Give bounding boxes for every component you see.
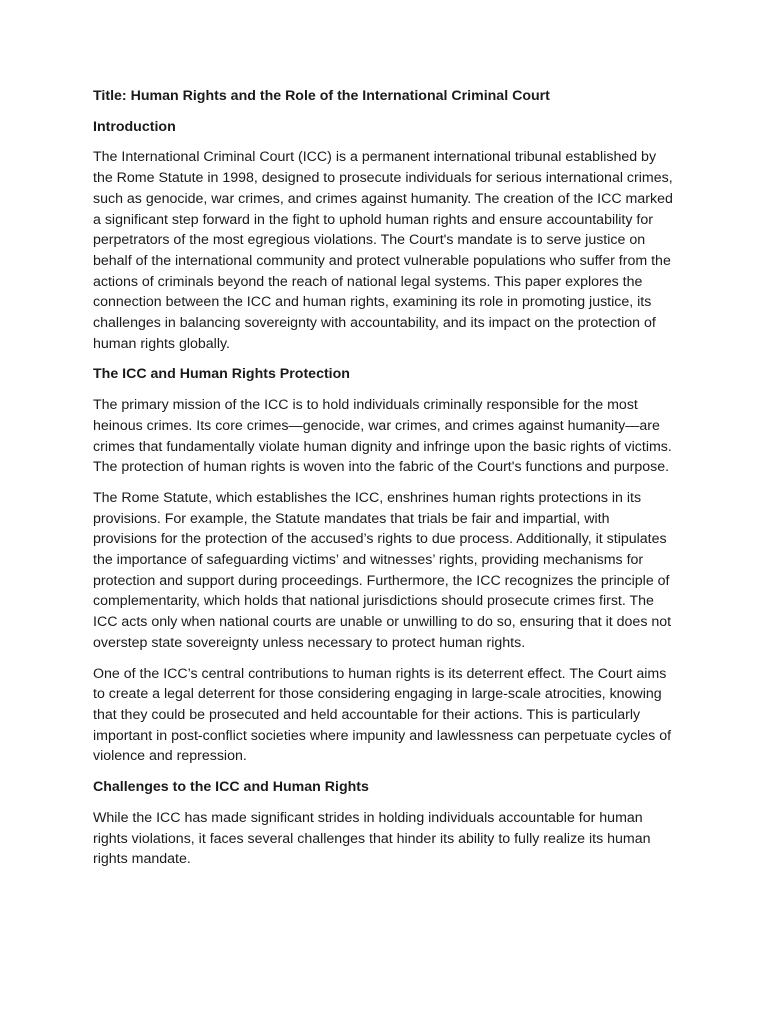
paragraph: The primary mission of the ICC is to hold individuals criminally responsible for the most heinous crimes. Its core crimes—genocide, war crimes, and crimes against humanity—are crimes that fundamentally violate human dignity and infringe upon the basic rights of victims. The protection of human rights is woven into the fabric of the Court's functions and purpose. (93, 397, 672, 476)
paragraph: One of the ICC’s central contributions to human rights is its deterrent effect. The Court aims to create a legal deterrent for those considering engaging in large-scale atrocities, knowing that they could be prosecuted and held accountable for their actions. This is particularly important in post-conflict societies where impunity and lawlessness can perpetuate cycles of violence and repression. (93, 665, 672, 765)
paragraph: The International Criminal Court (ICC) is a permanent international tribunal established by the Rome Statute in 1998, designed to prosecute individuals for serious international crimes, such as genocide, war crimes, and crimes against humanity. The creation of the ICC marked a significant step forward in the fight to uphold human rights and ensure accountability for perpetrators of the most egregious violations. The Court's mandate is to serve justice on behalf of the international community and protect vulnerable populations who suffer from the actions of criminals beyond the reach of national legal systems. This paper explores the connection between the ICC and human rights, examining its role in promoting justice, its challenges in balancing sovereignty with accountability, and its impact on the protection of human rights globally. (93, 149, 673, 352)
section-heading-challenges: Challenges to the ICC and Human Rights (93, 779, 369, 796)
section-heading-icc-protection: The ICC and Human Rights Protection (93, 366, 350, 383)
paragraph: While the ICC has made significant strides in holding individuals accountable for human rights violations, it faces several challenges that hinder its ability to fully realize its human rights mandate. (93, 809, 651, 868)
document-title: Title: Human Rights and the Role of the International Criminal Court (93, 88, 550, 104)
section-heading-introduction: Introduction (93, 118, 176, 135)
paragraph: The Rome Statute, which establishes the ICC, enshrines human rights protections in its provisions. For example, the Statute mandates that trials be fair and impartial, with provisions for the protection of the accused’s rights to due process. Additionally, it stipulates the importance of safeguarding victims’ and witnesses’ rights, providing mechanisms for protection and support during proceedings. Furthermore, the ICC recognizes the principle of complementarity, which holds that national jurisdictions should prosecute crimes first. The ICC acts only when national courts are unable or unwilling to do so, ensuring that it does not overstep state sovereignty unless necessary to protect human rights. (93, 489, 672, 651)
